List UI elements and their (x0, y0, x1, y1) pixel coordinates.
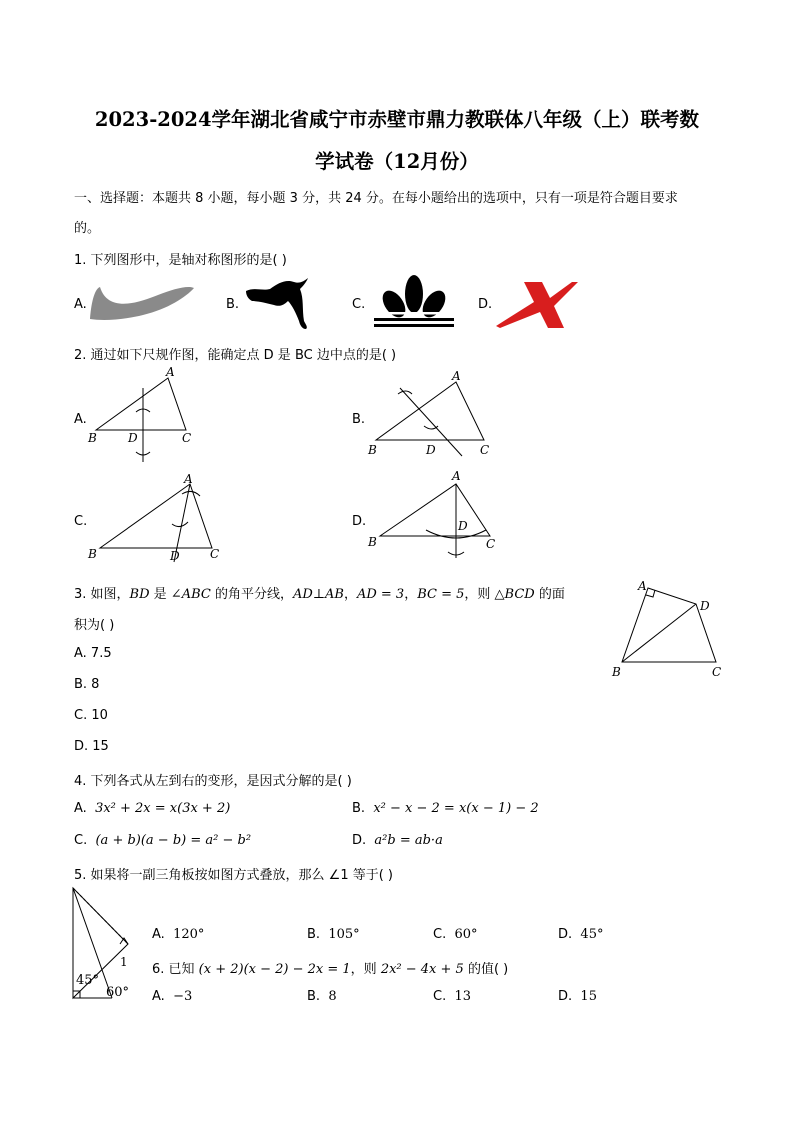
q1-option-d-label: D. (478, 297, 493, 312)
q3-stem-part: ， (343, 587, 357, 602)
q5-option-d-label: D. (558, 927, 573, 942)
q3-option-d: D. 15 (74, 739, 109, 754)
q4-option-c-expr: (a + b)(a − b) = a² − b² (95, 833, 252, 848)
q2d-point-b: B (368, 535, 377, 549)
li-ning-logo-image (88, 283, 198, 323)
q2d-point-a: A (452, 469, 461, 483)
q3-stem-part: 3. 如图， (74, 587, 130, 602)
question-6-stem (152, 958, 508, 977)
q2a-point-a: A (166, 365, 175, 379)
q4-option-b-label: B. (352, 801, 366, 816)
q6-option-d (558, 989, 597, 1004)
q5-option-a-value: 120° (173, 927, 205, 942)
q4-option-a (74, 801, 230, 816)
q5-option-a (152, 927, 204, 942)
q5-set-squares-figure (68, 884, 140, 1004)
q6-option-d-label: D. (558, 989, 573, 1004)
q3-point-d: D (700, 599, 710, 613)
q3-option-b: B. 8 (74, 677, 100, 692)
q6-option-c (433, 989, 471, 1004)
q5-angle-1-label: 1 (120, 955, 128, 969)
q3-point-a: A (638, 579, 647, 593)
q3-math-perp: AD⊥AB (292, 587, 344, 602)
q1-option-a-label: A. (74, 297, 87, 312)
q3-stem-part: 的面 (534, 587, 565, 602)
q2b-point-c: C (480, 443, 490, 457)
q5-option-b-value: 105° (328, 927, 360, 942)
q4-option-a-label: A. (74, 801, 87, 816)
q3-option-c: C. 10 (74, 708, 108, 723)
q4-option-b-expr: x² − x − 2 = x(x − 1) − 2 (373, 801, 539, 816)
q2-option-b-label: B. (352, 412, 366, 427)
q3-stem-part: ，则 (464, 587, 495, 602)
q1-option-b-label: B. (226, 297, 240, 312)
q3-math-bc: BC = 5 (417, 587, 465, 602)
q2c-point-d: D (170, 549, 180, 563)
q6-option-b-value: 8 (328, 989, 337, 1004)
page-title-line-2: 学试卷（12月份） (315, 150, 479, 173)
q6-option-b-label: B. (307, 989, 321, 1004)
q2-construction-figure-b (366, 368, 496, 458)
q2-construction-figure-c (86, 472, 226, 566)
q5-option-d (558, 927, 603, 942)
q5-option-c-label: C. (433, 927, 447, 942)
q6-option-c-label: C. (433, 989, 447, 1004)
q3-math-triangle: △BCD (494, 587, 535, 602)
q3-point-b: B (612, 665, 621, 679)
q2b-point-d: D (426, 443, 436, 457)
q4-option-c (74, 833, 251, 848)
q4-option-d-expr: a²b = ab·a (374, 833, 443, 848)
q2c-point-b: B (88, 547, 97, 561)
q4-option-d (352, 833, 443, 848)
q2a-point-d: D (128, 431, 138, 445)
q2c-point-a: A (184, 472, 193, 486)
question-5-stem: 5. 如果将一副三角板按如图方式叠放，那么 ∠1 等于( ) (74, 868, 394, 883)
q3-point-c: C (712, 665, 722, 679)
q3-option-a: A. 7.5 (74, 646, 112, 661)
question-2-stem: 2. 通过如下尺规作图，能确定点 D 是 BC 边中点的是( ) (74, 348, 397, 363)
q5-option-a-label: A. (152, 927, 165, 942)
q4-option-d-label: D. (352, 833, 367, 848)
q5-option-b (307, 927, 360, 942)
q3-triangle-figure (608, 578, 728, 682)
q3-math-ad: AD = 3 (356, 587, 405, 602)
page-title-line-1: 2023-2024学年湖北省咸宁市赤壁市鼎力教联体八年级（上）联考数 (94, 108, 700, 131)
q2-option-d-label: D. (352, 514, 367, 529)
q5-angle-60-label: 60° (106, 985, 130, 1000)
q2-option-a-label: A. (74, 412, 87, 427)
q2a-point-c: C (182, 431, 192, 445)
section-header-cont: 的。 (74, 221, 101, 236)
q3-math-bd: BD (129, 587, 150, 602)
q6-option-c-value: 13 (454, 989, 472, 1004)
q2c-point-c: C (210, 547, 220, 561)
q3-stem-part: 的角平分线， (210, 587, 293, 602)
q4-option-c-label: C. (74, 833, 88, 848)
puma-logo-image (244, 277, 312, 331)
q2b-point-a: A (452, 369, 461, 383)
q2b-point-b: B (368, 443, 377, 457)
q6-option-b (307, 989, 337, 1004)
q2-option-c-label: C. (74, 514, 88, 529)
question-3-stem-cont: 积为( ) (74, 618, 115, 633)
q4-option-a-expr: 3x² + 2x = x(3x + 2) (95, 801, 231, 816)
q4-option-b (352, 801, 539, 816)
q6-stem-part: 的值( ) (463, 962, 509, 977)
adidas-trefoil-logo-image (370, 274, 458, 330)
q2-construction-figure-a (86, 364, 206, 466)
q5-option-c-value: 60° (454, 927, 478, 942)
question-1-stem: 1. 下列图形中，是轴对称图形的是( ) (74, 253, 287, 268)
section-header: 一、选择题：本题共 8 小题，每小题 3 分，共 24 分。在每小题给出的选项中，只有一项是符合题目要求 (74, 191, 678, 206)
q5-option-c (433, 927, 478, 942)
q3-stem-part: ， (404, 587, 418, 602)
q6-stem-part: 6. 已知 (152, 962, 199, 977)
xtep-logo-image (494, 278, 580, 330)
q5-option-d-value: 45° (580, 927, 604, 942)
q1-option-c-label: C. (352, 297, 366, 312)
q6-math-expression: 2x² − 4x + 5 (380, 962, 464, 977)
q2-construction-figure-d (366, 468, 506, 562)
question-4-stem: 4. 下列各式从左到右的变形，是因式分解的是( ) (74, 774, 352, 789)
q6-stem-part: ，则 (350, 962, 381, 977)
question-3-stem (74, 583, 565, 602)
q6-option-d-value: 15 (580, 989, 597, 1004)
q2d-point-d: D (458, 519, 468, 533)
q5-angle-45-label: 45° (76, 973, 100, 988)
q5-option-b-label: B. (307, 927, 321, 942)
q6-option-a-label: A. (152, 989, 165, 1004)
q2a-point-b: B (88, 431, 97, 445)
q6-option-a (152, 989, 192, 1004)
q2d-point-c: C (486, 537, 496, 551)
q3-math-angle: ∠ABC (170, 587, 211, 602)
q6-math-equation: (x + 2)(x − 2) − 2x = 1 (198, 962, 351, 977)
q3-stem-part: 是 (149, 587, 171, 602)
q6-option-a-value: −3 (173, 989, 193, 1004)
